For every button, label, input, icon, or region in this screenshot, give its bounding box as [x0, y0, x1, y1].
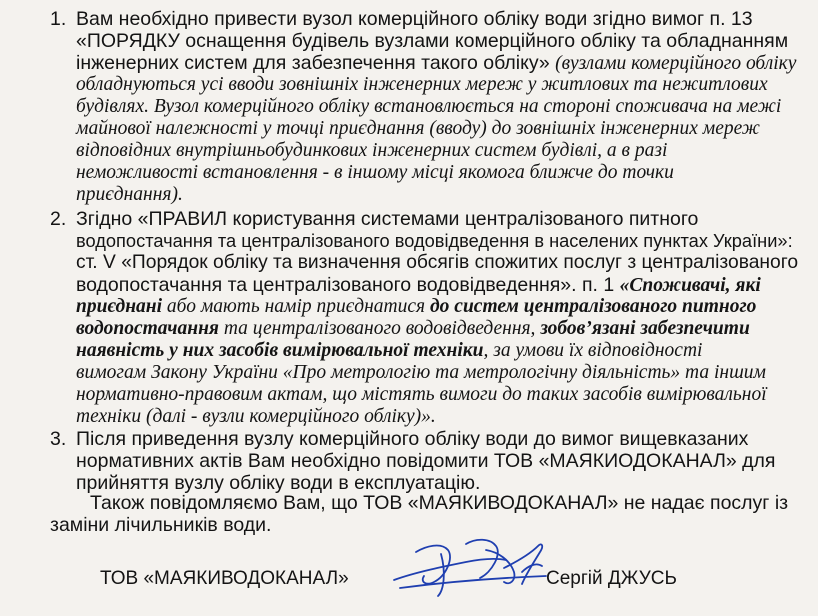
point-line [76, 8, 753, 31]
point-line [76, 74, 768, 96]
text-segment: Згідно «ПРАВИЛ користування системами централізованого питного [76, 208, 699, 230]
text-segment: , за умови їх відповідності [483, 340, 703, 361]
signature-image [386, 532, 586, 602]
text-segment: техніки (далі - вузли комерційного обліку)». [76, 406, 436, 427]
point-line [76, 274, 761, 297]
text-segment: прийняття вузлу обліку води в експлуатацію. [76, 472, 481, 494]
text-segment: інженерних систем для забезпечення такого обліку» [76, 52, 556, 74]
text-segment: майнової належності у точці приєднання (вводу) до зовнішніх інженерних мереж [76, 118, 760, 139]
text-segment: приєднання). [76, 184, 183, 205]
point-line [76, 230, 793, 252]
point-line [76, 118, 760, 140]
closing-line: Також повідомляємо Вам, що ТОВ «МАЯКИВОДОКАНАЛ» не надає послуг із [90, 492, 789, 514]
text-segment: зобов’язані забезпечити [540, 318, 750, 339]
point-line [76, 96, 781, 118]
text-segment: Вам необхідно привести вузол комерційного обліку води згідно вимог п. 13 [76, 8, 753, 30]
organization-name: ТОВ «МАЯКИВОДОКАНАЛ» [100, 568, 349, 589]
text-segment: ст. V «Порядок обліку та визначення обсягів спожитих послуг з централізованого [76, 252, 799, 273]
point-line [76, 140, 667, 162]
point-line [76, 52, 796, 75]
text-segment: наявність у них засобів вимірювальної техніки [76, 340, 484, 361]
text-segment: нормативно-правовим актам, що містять вимоги до таких засобів вимірювальної [76, 384, 767, 405]
closing-line: заміни лічильників води. [50, 514, 272, 536]
text-segment: до систем централізованого питного [430, 296, 757, 317]
text-segment: або мають намір приєднатися [162, 296, 430, 317]
text-segment: «ПОРЯДКУ оснащення будівель вузлами комерційного обліку та обладнанням [76, 30, 789, 52]
point-line [76, 296, 756, 318]
text-segment: вимогам Закону України «Про метрологію та метрологічну діяльність» та іншим [76, 362, 766, 383]
point-line [76, 318, 750, 340]
point-line [76, 30, 788, 53]
point-number: 2. [50, 208, 67, 230]
point-line [76, 340, 702, 362]
point-line [76, 450, 776, 473]
point-line [76, 252, 798, 274]
point-line [76, 406, 436, 428]
point-line [76, 428, 748, 451]
text-segment: будівлях. Вузол комерційного обліку встановлюється на стороні споживача на межі [76, 96, 782, 117]
point-line [76, 184, 183, 206]
text-segment: водопостачання та централізованого водовідведення». п. 1 [76, 274, 620, 296]
text-segment: Після приведення вузлу комерційного обліку води до вимог вищевказаних [76, 428, 749, 450]
point-line [76, 208, 698, 231]
point-line [76, 362, 766, 384]
text-segment: обладнуються усі вводи зовнішніх інженерних мереж у житлових та нежитлових [76, 74, 768, 95]
point-line [76, 384, 767, 406]
text-segment: нормативних актів Вам необхідно повідомити ТОВ «МАЯКИОДОКАНАЛ» для [76, 450, 776, 472]
text-segment: та централізованого водовідведення, [218, 318, 541, 339]
point-number: 1. [50, 8, 67, 30]
text-segment: (вузлами комерційного обліку [555, 53, 797, 74]
text-segment: «Споживачі, які [619, 275, 761, 296]
text-segment: неможливості встановлення - в іншому місці якомога ближче до точки [76, 162, 674, 183]
text-segment: приєднані [76, 296, 163, 317]
text-segment: водопостачання та централізованого водовідведення в населених пунктах України»: [76, 230, 793, 251]
text-segment: водопостачання [76, 318, 219, 339]
point-number: 3. [50, 428, 67, 450]
text-segment: відповідних внутрішньобудинкових інженерних систем будівлі, а в разі [76, 140, 668, 161]
signer-name: Сергій ДЖУСЬ [546, 568, 677, 589]
point-line [76, 162, 674, 184]
